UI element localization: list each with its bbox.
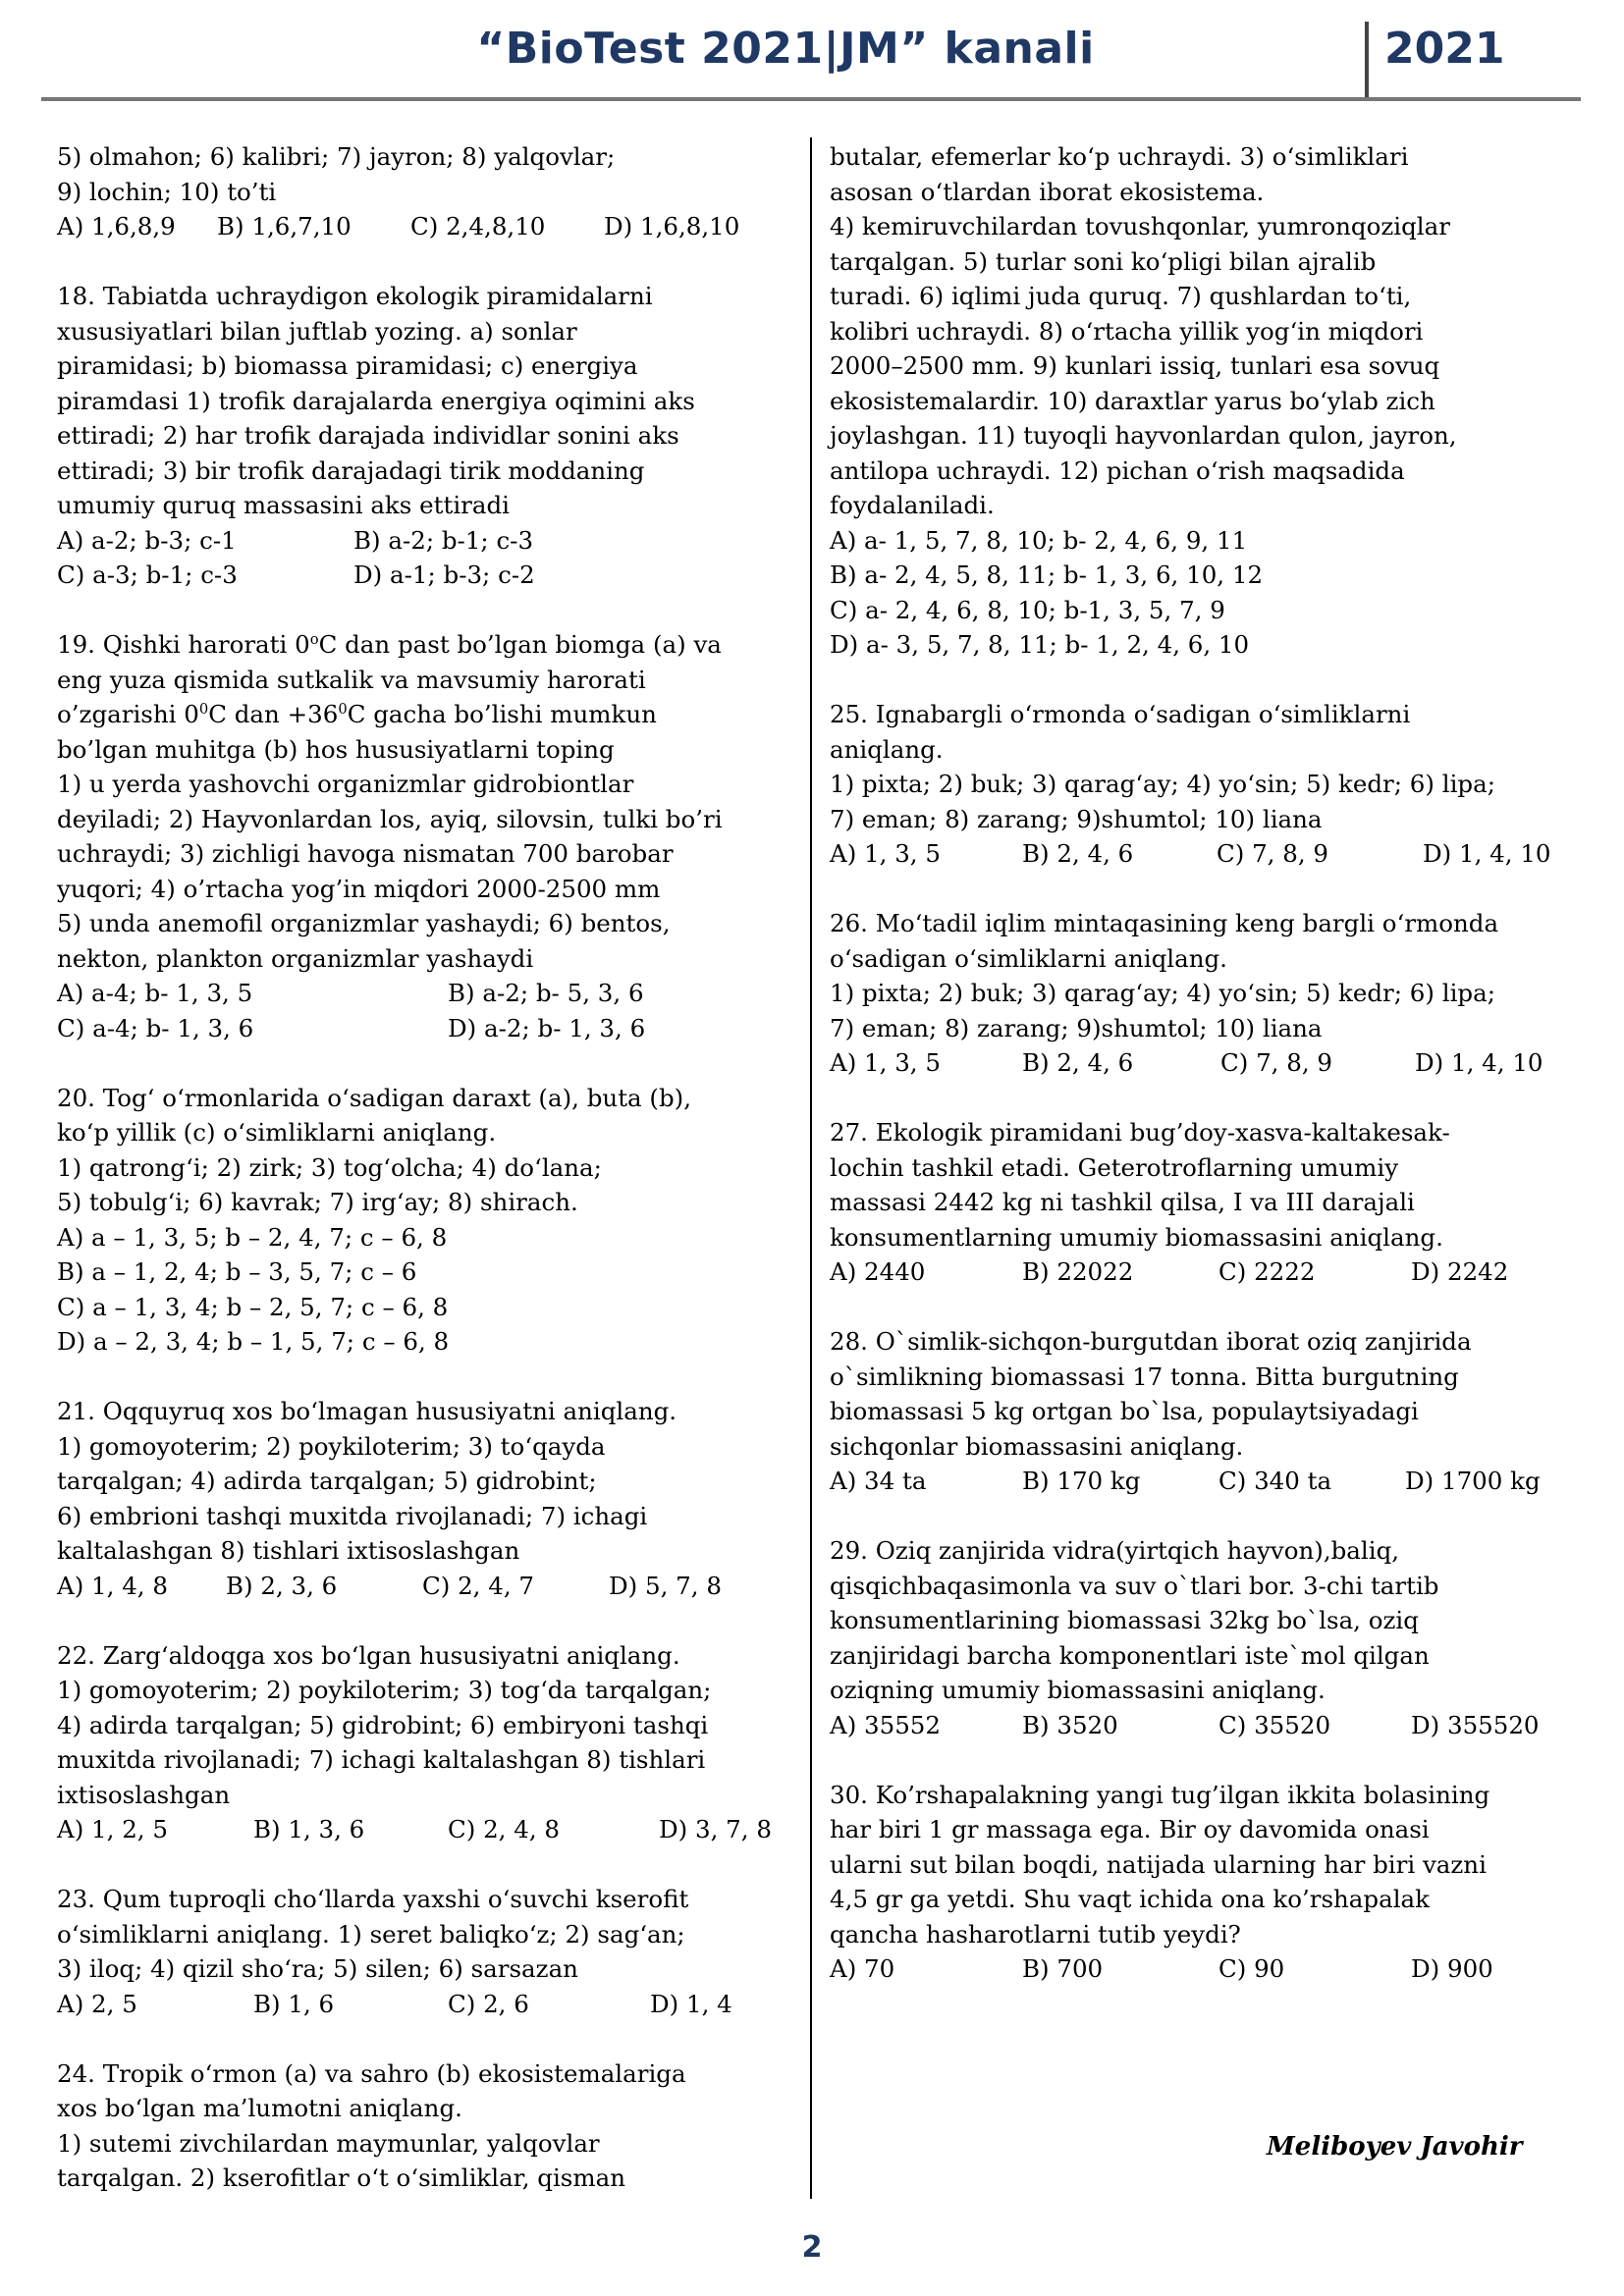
option-d: D) 355520 (1411, 1710, 1540, 1739)
question-line: tarqalgan; 4) adirda tarqalgan; 5) gidrobint; (57, 1467, 597, 1495)
question-line: yuqori; 4) o’rtacha yog’in miqdori 2000-2500 mm (57, 874, 661, 903)
header-year: 2021 (1384, 24, 1505, 74)
question-line: asosan o‘tlardan iborat ekosistema. (830, 177, 1265, 206)
question-24 (57, 2056, 798, 2196)
question-line: umumiy quruq massasini aks ettiradi (57, 491, 510, 519)
question-line: ularni sut bilan boqdi, natijada ularning har biri vazni (830, 1849, 1487, 1879)
answer-options (57, 1987, 798, 2022)
option-c: C) a- 2, 4, 6, 8, 10; b-1, 3, 5, 7, 9 (830, 595, 1225, 624)
question-line: butalar, efemerlar ko‘p uchraydi. 3) o‘simliklari (830, 142, 1409, 171)
option-a: A) a-2; b-3; c-1 (57, 525, 237, 555)
option-b: B) 2, 4, 6 (1022, 839, 1134, 868)
question-line: 20. Tog‘ o‘rmonlarida o‘sadigan daraxt (a), buta (b), (57, 1083, 692, 1112)
author-signature: Meliboyev Javohir (1267, 2132, 1523, 2162)
question-line: o’zgarishi $0^0C$ dan $+36^0C$ gacha bo’lishi mumkun (57, 700, 657, 728)
question-line: piramdasi 1) trofik darajalarda energiya oqimini aks (57, 386, 695, 415)
answer-options (57, 976, 798, 1011)
answer-options (830, 1464, 1566, 1499)
question-line: ettiradi; 2) har trofik darajada individlar sonini aks (57, 421, 679, 450)
question-line: qisqichbaqasimonla va suv o`tlari bor. 3-chi tartib (830, 1571, 1439, 1600)
question-line: massasi 2442 kg ni tashkil qilsa, I va III darajali (830, 1188, 1415, 1216)
option-b: B) 22022 (1022, 1257, 1134, 1286)
option-d: D) 900 (1411, 1954, 1493, 1983)
answer-options (57, 1011, 798, 1046)
question-line: 22. Zarg‘aldoqga xos bo‘lgan hususiyatni aniqlang. (57, 1640, 680, 1670)
question-line: 28. O`simlik-sichqon-burgutdan iborat oziq zanjirida (830, 1327, 1472, 1356)
option-c: C) 2, 6 (448, 1989, 529, 2018)
question-line: 1) u yerda yashovchi organizmlar gidrobiontlar (57, 770, 634, 798)
option-c: C) 340 ta (1218, 1467, 1332, 1495)
question-line: bo’lgan muhitga (b) hos hususiyatlarni toping (57, 734, 615, 764)
question-line: o`simlikning biomassasi 17 tonna. Bitta burgutning (830, 1362, 1459, 1391)
question-line: 9) lochin; 10) to’ti (57, 177, 277, 206)
question-30 (830, 1778, 1566, 1987)
header-rule (41, 97, 1581, 101)
option-d: D) 1, 4 (650, 1989, 732, 2018)
option-a: A) a – 1, 3, 5; b – 2, 4, 7; c – 6, 8 (57, 1222, 448, 1252)
option-b: B) 2, 4, 6 (1022, 1048, 1134, 1077)
question-line: 23. Qum tuproqli cho‘llarda yaxshi o‘suvchi kserofit (57, 1885, 689, 1913)
option-a: A) 35552 (830, 1710, 941, 1739)
question-line: o‘sadigan o‘simliklarni aniqlang. (830, 943, 1227, 973)
answer-options (57, 1812, 798, 1847)
option-a: A) 2440 (830, 1257, 926, 1286)
question-line: 26. Mo‘tadil iqlim mintaqasining keng bargli o‘rmonda (830, 909, 1499, 937)
option-a: A) 2, 5 (57, 1989, 137, 2018)
question-19 (57, 627, 798, 1045)
question-line: 5) tobulg‘i; 6) kavrak; 7) irg‘ay; 8) shirach. (57, 1188, 578, 1216)
question-line: 30. Ko’rshapalakning yangi tug’ilgan ikkita bolasining (830, 1780, 1490, 1809)
question-line: qancha hasharotlarni tutib yeydi? (830, 1919, 1241, 1949)
option-a: A) 1, 3, 5 (830, 839, 941, 868)
question-line: xos bo‘lgan ma’lumotni aniqlang. (57, 2094, 462, 2122)
option-a: A) 34 ta (830, 1467, 927, 1495)
question-line: oziqning umumiy biomassasini aniqlang. (830, 1676, 1326, 1704)
answer-options (830, 1951, 1566, 1987)
option-b: B) 1, 3, 6 (253, 1815, 365, 1843)
right-column (830, 139, 1566, 1987)
option-a: A) a-4; b- 1, 3, 5 (57, 979, 253, 1007)
question-line: 29. Oziq zanjirida vidra(yirtqich hayvon),baliq, (830, 1536, 1400, 1565)
answer-options (830, 836, 1566, 872)
question-line: konsumentlarning umumiy biomassasini aniqlang. (830, 1222, 1443, 1252)
question-line: 19. Qishki harorati 0$^o$C dan past bo’lgan biomga (a) va (57, 630, 722, 659)
question-line: 1) pixta; 2) buk; 3) qarag‘ay; 4) yo‘sin; 5) kedr; 6) lipa; (830, 770, 1495, 798)
question-line: ettiradi; 3) bir trofik darajadagi tirik moddaning (57, 455, 645, 485)
option-c: C) 7, 8, 9 (1220, 1048, 1333, 1077)
question-line: kolibri uchraydi. 8) o‘rtacha yillik yog‘in miqdori (830, 316, 1424, 346)
option-b: B) a- 2, 4, 5, 8, 11; b- 1, 3, 6, 10, 12 (830, 561, 1264, 589)
question-28 (830, 1324, 1566, 1499)
question-line: sichqonlar biomassasini aniqlang. (830, 1431, 1244, 1461)
question-25 (830, 697, 1566, 872)
question-18 (57, 279, 798, 593)
question-line: deyiladi; 2) Hayvonlardan los, ayiq, silovsin, tulki bo’ri (57, 804, 723, 833)
option-d: D) a-2; b- 1, 3, 6 (448, 1013, 646, 1042)
question-line: o‘simliklarni aniqlang. 1) seret baliqko‘z; 2) sag‘an; (57, 1919, 685, 1949)
question-20 (57, 1081, 798, 1360)
option-c: C) 2,4,8,10 (410, 212, 546, 240)
question-line: 1) pixta; 2) buk; 3) qarag‘ay; 4) yo‘sin; 5) kedr; 6) lipa; (830, 979, 1495, 1007)
option-a: A) 1,6,8,9 (57, 212, 176, 240)
question-line: kaltalashgan 8) tishlari ixtisoslashgan (57, 1536, 520, 1565)
question-line: 7) eman; 8) zarang; 9)shumtol; 10) liana (830, 804, 1323, 833)
question-line: 1) gomoyoterim; 2) poykiloterim; 3) to‘qayda (57, 1431, 606, 1461)
answer-options (57, 1569, 798, 1604)
header-title: “BioTest 2021|JM” kanali (476, 24, 1095, 74)
question-line: lochin tashkil etadi. Geterotroflarning umumiy (830, 1152, 1399, 1182)
option-c: C) 2222 (1218, 1257, 1316, 1286)
option-c: C) 2, 4, 7 (422, 1571, 535, 1600)
question-line: har biri 1 gr massaga ega. Bir oy davomida onasi (830, 1815, 1430, 1843)
question-line: 4) adirda tarqalgan; 5) gidrobint; 6) embiryoni tashqi (57, 1710, 709, 1739)
question-line: nekton, plankton organizmlar yashaydi (57, 943, 534, 973)
option-b: B) 1,6,7,10 (217, 212, 352, 240)
option-c: C) a – 1, 3, 4; b – 2, 5, 7; c – 6, 8 (57, 1292, 449, 1321)
question-line: biomassasi 5 kg ortgan bo`lsa, populaytsiyadagi (830, 1397, 1419, 1425)
question-line: 6) embrioni tashqi muxitda rivojlanadi; 7) ichagi (57, 1501, 648, 1530)
question-line: 1) sutemi zivchilardan maymunlar, yalqovlar (57, 2128, 600, 2158)
option-a: A) 1, 4, 8 (57, 1571, 168, 1600)
option-d: D) a- 3, 5, 7, 8, 11; b- 1, 2, 4, 6, 10 (830, 630, 1250, 659)
answer-options (830, 1708, 1566, 1743)
option-c: C) 7, 8, 9 (1217, 839, 1329, 868)
question-line: 1) qatrong‘i; 2) zirk; 3) tog‘olcha; 4) do‘lana; (57, 1152, 602, 1182)
option-b: B) 2, 3, 6 (226, 1571, 338, 1600)
option-c: C) 90 (1218, 1954, 1285, 1983)
question-22 (57, 1638, 798, 1847)
question-line: eng yuza qismida sutkalik va mavsumiy harorati (57, 665, 646, 694)
option-b: B) 3520 (1022, 1710, 1118, 1739)
question-line: 27. Ekologik piramidani bug’doy-xasva-kaltakesak- (830, 1118, 1450, 1147)
option-d: D) 1,6,8,10 (604, 212, 740, 240)
question-line: 1) gomoyoterim; 2) poykiloterim; 3) tog‘da tarqalgan; (57, 1676, 712, 1704)
question-line: ko‘p yillik (c) o‘simliklarni aniqlang. (57, 1118, 497, 1147)
option-a: A) 1, 2, 5 (57, 1815, 168, 1843)
left-column (57, 139, 798, 2196)
question-line: aniqlang. (830, 734, 944, 764)
option-c: C) a-3; b-1; c-3 (57, 561, 238, 589)
option-d: D) 2242 (1411, 1257, 1509, 1286)
question-line: tarqalgan. 5) turlar soni ko‘pligi bilan ajralib (830, 246, 1377, 276)
question-24-continued (830, 139, 1566, 663)
question-29 (830, 1533, 1566, 1742)
question-line: 25. Ignabargli o‘rmonda o‘sadigan o‘simliklarni (830, 700, 1411, 728)
option-b: B) 1, 6 (253, 1989, 335, 2018)
question-line: 21. Oqquyruq xos bo‘lmagan hususiyatni aniqlang. (57, 1397, 677, 1425)
question-line: muxitda rivojlanadi; 7) ichagi kaltalashgan 8) tishlari (57, 1745, 706, 1774)
option-b: B) a – 1, 2, 4; b – 3, 5, 7; c – 6 (57, 1257, 417, 1286)
option-a: A) 1, 3, 5 (830, 1048, 941, 1077)
answer-options (57, 209, 798, 244)
option-a: A) 70 (830, 1954, 895, 1983)
option-c: C) 35520 (1218, 1710, 1331, 1739)
question-line: xususiyatlari bilan juftlab yozing. a) sonlar (57, 316, 577, 346)
option-c: C) a-4; b- 1, 3, 6 (57, 1013, 254, 1042)
option-d: D) a-1; b-3; c-2 (353, 561, 535, 589)
question-line: tarqalgan. 2) kserofitlar o‘t o‘simliklar, qisman (57, 2163, 625, 2192)
option-b: B) a-2; b- 5, 3, 6 (448, 979, 644, 1007)
question-line: 4) kemiruvchilardan tovushqonlar, yumronqoziqlar (830, 212, 1450, 240)
question-line: antilopa uchraydi. 12) pichan o‘rish maqsadida (830, 455, 1405, 485)
question-line: ixtisoslashgan (57, 1780, 231, 1809)
option-d: D) a – 2, 3, 4; b – 1, 5, 7; c – 6, 8 (57, 1327, 450, 1356)
answer-options (830, 1045, 1566, 1081)
answer-options (57, 558, 798, 593)
question-line: 18. Tabiatda uchraydigon ekologik piramidalarni (57, 282, 653, 310)
answer-options (57, 523, 798, 559)
question-line: 24. Tropik o‘rmon (a) va sahro (b) ekosistemalariga (57, 2058, 686, 2088)
option-b: B) 170 kg (1022, 1467, 1141, 1495)
question-line: uchraydi; 3) zichligi havoga nismatan 700 barobar (57, 839, 674, 868)
question-line: piramidasi; b) biomassa piramidasi; c) energiya (57, 351, 638, 380)
question-26 (830, 906, 1566, 1081)
option-d: D) 3, 7, 8 (659, 1815, 772, 1843)
question-line: joylashgan. 11) tuyoqli hayvonlardan qulon, jayron, (830, 421, 1457, 450)
question-line: turadi. 6) iqlimi juda quruq. 7) qushlardan to‘ti, (830, 282, 1412, 310)
option-d: D) 1, 4, 10 (1415, 1048, 1543, 1077)
question-line: zanjiridagi barcha komponentlari iste`mol qilgan (830, 1640, 1430, 1670)
option-c: C) 2, 4, 8 (448, 1815, 561, 1843)
page-number: 2 (801, 2230, 823, 2265)
question-line: 4,5 gr ga yetdi. Shu vaqt ichida ona ko’rshapalak (830, 1885, 1430, 1913)
option-b: B) a-2; b-1; c-3 (353, 525, 534, 555)
question-line: ekosistemalardir. 10) daraxtlar yarus bo‘ylab zich (830, 386, 1435, 415)
option-d: D) 1700 kg (1405, 1467, 1541, 1495)
option-d: D) 1, 4, 10 (1423, 839, 1551, 868)
question-line: 3) iloq; 4) qizil sho‘ra; 5) silen; 6) sarsazan (57, 1954, 578, 1983)
question-21 (57, 1394, 798, 1603)
question-17-continued (57, 139, 798, 244)
question-line: 5) olmahon; 6) kalibri; 7) jayron; 8) yalqovlar; (57, 142, 616, 171)
column-divider (810, 137, 812, 2199)
question-27 (830, 1115, 1566, 1290)
header-divider (1365, 22, 1369, 98)
option-a: A) a- 1, 5, 7, 8, 10; b- 2, 4, 6, 9, 11 (830, 525, 1248, 555)
question-23 (57, 1882, 798, 2021)
question-line: 5) unda anemofil organizmlar yashaydi; 6) bentos, (57, 909, 671, 937)
option-b: B) 700 (1022, 1954, 1104, 1983)
option-d: D) 5, 7, 8 (609, 1571, 722, 1600)
question-line: 2000–2500 mm. 9) kunlari issiq, tunlari esa sovuq (830, 351, 1440, 380)
question-line: 7) eman; 8) zarang; 9)shumtol; 10) liana (830, 1013, 1323, 1042)
answer-options (830, 1255, 1566, 1290)
question-line: foydalaniladi. (830, 491, 995, 519)
question-line: konsumentlarining biomassasi 32kg bo`lsa, oziq (830, 1606, 1419, 1634)
